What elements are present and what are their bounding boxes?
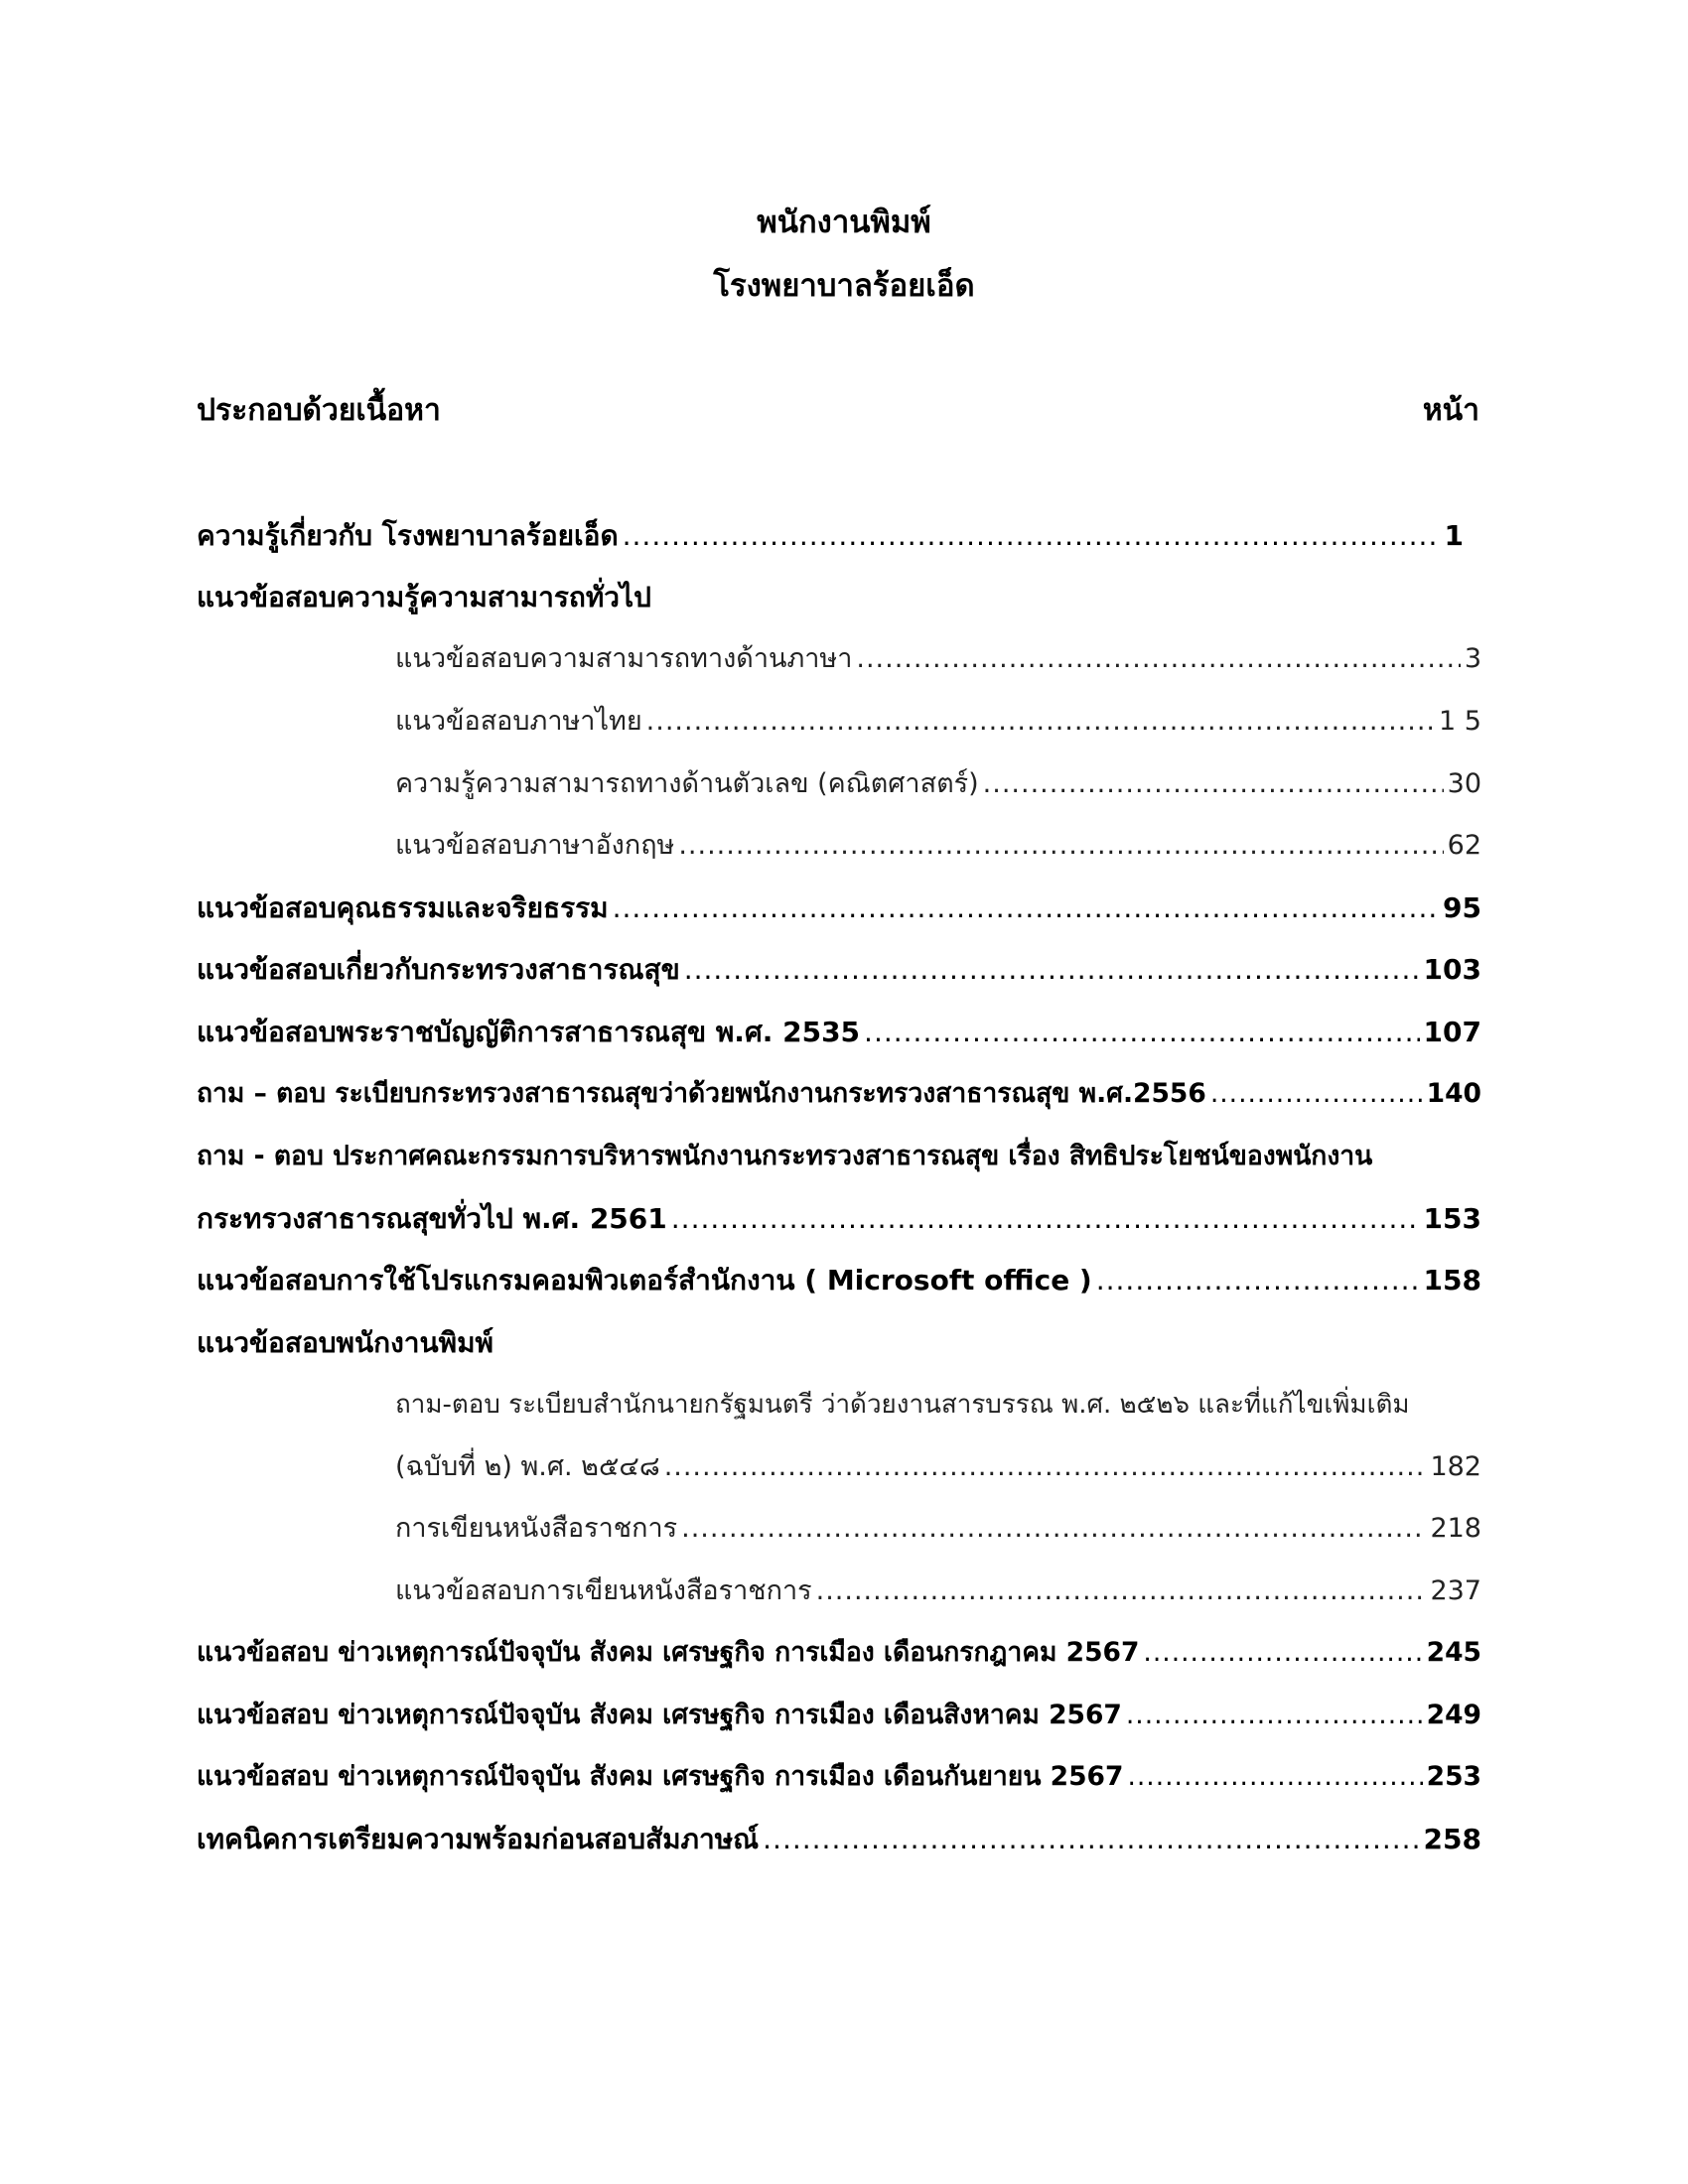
toc-entry-label: กระทรวงสาธารณสุขทั่วไป พ.ศ. 2561 bbox=[197, 1202, 667, 1235]
toc-entry-label: แนวข้อสอบ ข่าวเหตุการณ์ปัจจุบัน สังคม เศรษฐกิจ การเมือง เดือนสิงหาคม 2567 bbox=[197, 1700, 1122, 1730]
toc-entry-label: แนวข้อสอบ ข่าวเหตุการณ์ปัจจุบัน สังคม เศรษฐกิจ การเมือง เดือนกันยายน 2567 bbox=[197, 1761, 1124, 1792]
toc-entry-page: 218 bbox=[1430, 1513, 1481, 1544]
toc-entry-label: แนวข้อสอบคุณธรรมและจริยธรรม bbox=[197, 891, 609, 924]
toc-entry-page: 158 bbox=[1423, 1264, 1481, 1297]
document-title: พนักงานพิมพ์ bbox=[757, 205, 931, 240]
toc-leader-dots bbox=[678, 826, 1443, 866]
toc-entry-label: แนวข้อสอบการเขียนหนังสือราชการ bbox=[395, 1575, 812, 1606]
toc-entry-page: 1 5 bbox=[1439, 706, 1481, 737]
toc-entry-label-line1: ถาม-ตอบ ระเบียบสำนักนายกรัฐมนตรี ว่าด้วยงานสารบรรณ พ.ศ. ๒๕๒๖ และที่แก้ไขเพิ่มเติม bbox=[395, 1390, 1410, 1420]
toc-entry-page: 153 bbox=[1423, 1202, 1481, 1235]
toc-entry bbox=[395, 764, 1481, 804]
toc-entry bbox=[197, 1696, 1481, 1735]
toc-leader-dots bbox=[1143, 1633, 1422, 1673]
toc-entry-label: แนวข้อสอบความสามารถทางด้านภาษา bbox=[395, 643, 853, 674]
toc-entry-label: การเขียนหนังสือราชการ bbox=[395, 1513, 678, 1544]
toc-leader-dots bbox=[1096, 1261, 1420, 1300]
toc-entry-page: 30 bbox=[1447, 768, 1481, 799]
toc-leader-dots bbox=[1127, 1757, 1422, 1797]
toc-entry bbox=[197, 1199, 1481, 1239]
toc-entry-page: 1 bbox=[1444, 519, 1464, 552]
toc-leader-dots bbox=[864, 1013, 1420, 1052]
toc-entry bbox=[197, 888, 1481, 928]
toc-entry bbox=[197, 1633, 1481, 1673]
page-column-label: หน้า bbox=[1422, 393, 1479, 428]
contents-label: ประกอบด้วยเนื้อหา bbox=[197, 393, 441, 428]
toc-entry-page: 182 bbox=[1430, 1451, 1481, 1482]
toc-leader-dots bbox=[816, 1571, 1427, 1611]
toc-leader-dots bbox=[664, 1447, 1427, 1487]
toc-entry-page: 249 bbox=[1426, 1700, 1481, 1730]
toc-entry bbox=[197, 1820, 1481, 1859]
toc-leader-dots bbox=[613, 888, 1439, 928]
toc-entry-label-line1: ถาม - ตอบ ประกาศคณะกรรมการบริหารพนักงานกระทรวงสาธารณสุข เรื่อง สิทธิประโยชน์ของพนักงาน bbox=[197, 1141, 1373, 1171]
toc-entry-label: แนวข้อสอบภาษาไทย bbox=[395, 706, 642, 737]
toc-section-heading: แนวข้อสอบความรู้ความสามารถทั่วไป bbox=[197, 581, 651, 614]
toc-entry-page: 95 bbox=[1443, 891, 1481, 924]
toc-entry-page: 3 bbox=[1464, 643, 1481, 674]
toc-entry bbox=[395, 1447, 1481, 1487]
toc-entry-page: 140 bbox=[1426, 1078, 1481, 1109]
toc-entry-page: 103 bbox=[1423, 953, 1481, 986]
toc-entry bbox=[197, 1013, 1481, 1052]
toc-entry-page: 245 bbox=[1426, 1637, 1481, 1668]
toc-entry-label: แนวข้อสอบการใช้โปรแกรมคอมพิวเตอร์สำนักงาน ( Microsoft office ) bbox=[197, 1264, 1092, 1297]
toc-entry-page: 253 bbox=[1426, 1761, 1481, 1792]
toc-header bbox=[197, 391, 1479, 431]
toc-entry-page: 107 bbox=[1423, 1016, 1481, 1048]
toc-leader-dots bbox=[623, 516, 1441, 556]
toc-entry-label: แนวข้อสอบ ข่าวเหตุการณ์ปัจจุบัน สังคม เศรษฐกิจ การเมือง เดือนกรกฎาคม 2567 bbox=[197, 1637, 1140, 1668]
toc-entry-page: 237 bbox=[1430, 1575, 1481, 1606]
toc-entry-label: แนวข้อสอบเกี่ยวกับกระทรวงสาธารณสุข bbox=[197, 953, 680, 986]
toc-leader-dots bbox=[1210, 1074, 1423, 1114]
toc-leader-dots bbox=[1126, 1696, 1423, 1735]
toc-leader-dots bbox=[856, 639, 1460, 679]
document-subtitle: โรงพยาบาลร้อยเอ็ด bbox=[713, 268, 975, 304]
toc-entry bbox=[395, 826, 1481, 866]
toc-entry bbox=[395, 1509, 1481, 1549]
toc-entry-label: ถาม – ตอบ ระเบียบกระทรวงสาธารณสุขว่าด้วยพนักงานกระทรวงสาธารณสุข พ.ศ.2556 bbox=[197, 1078, 1206, 1109]
toc-entry-label: (ฉบับที่ ๒) พ.ศ. ๒๕๔๘ bbox=[395, 1451, 660, 1482]
toc-leader-dots bbox=[983, 764, 1444, 804]
toc-section-heading: แนวข้อสอบพนักงานพิมพ์ bbox=[197, 1326, 494, 1359]
toc-entry-page: 258 bbox=[1423, 1823, 1481, 1855]
toc-leader-dots bbox=[671, 1199, 1420, 1239]
toc-leader-dots bbox=[763, 1820, 1419, 1859]
toc-entry-label: ความรู้เกี่ยวกับ โรงพยาบาลร้อยเอ็ด bbox=[197, 519, 619, 552]
toc-leader-dots bbox=[646, 702, 1435, 742]
toc-entry bbox=[197, 516, 1464, 556]
toc-entry bbox=[197, 1261, 1481, 1300]
toc-entry-label: แนวข้อสอบภาษาอังกฤษ bbox=[395, 830, 675, 861]
toc-entry bbox=[197, 1757, 1481, 1797]
toc-entry bbox=[197, 1074, 1481, 1114]
toc-leader-dots bbox=[684, 950, 1420, 990]
toc-entry bbox=[395, 702, 1481, 742]
toc-entry bbox=[395, 1571, 1481, 1611]
toc-entry bbox=[197, 950, 1481, 990]
toc-entry-page: 62 bbox=[1447, 830, 1481, 861]
toc-leader-dots bbox=[681, 1509, 1426, 1549]
toc-entry-label: ความรู้ความสามารถทางด้านตัวเลข (คณิตศาสตร์) bbox=[395, 768, 979, 799]
toc-entry-label: แนวข้อสอบพระราชบัญญัติการสาธารณสุข พ.ศ. 2535 bbox=[197, 1016, 861, 1048]
toc-entry-label: เทคนิคการเตรียมความพร้อมก่อนสอบสัมภาษณ์ bbox=[197, 1823, 760, 1855]
toc-entry bbox=[395, 639, 1481, 679]
